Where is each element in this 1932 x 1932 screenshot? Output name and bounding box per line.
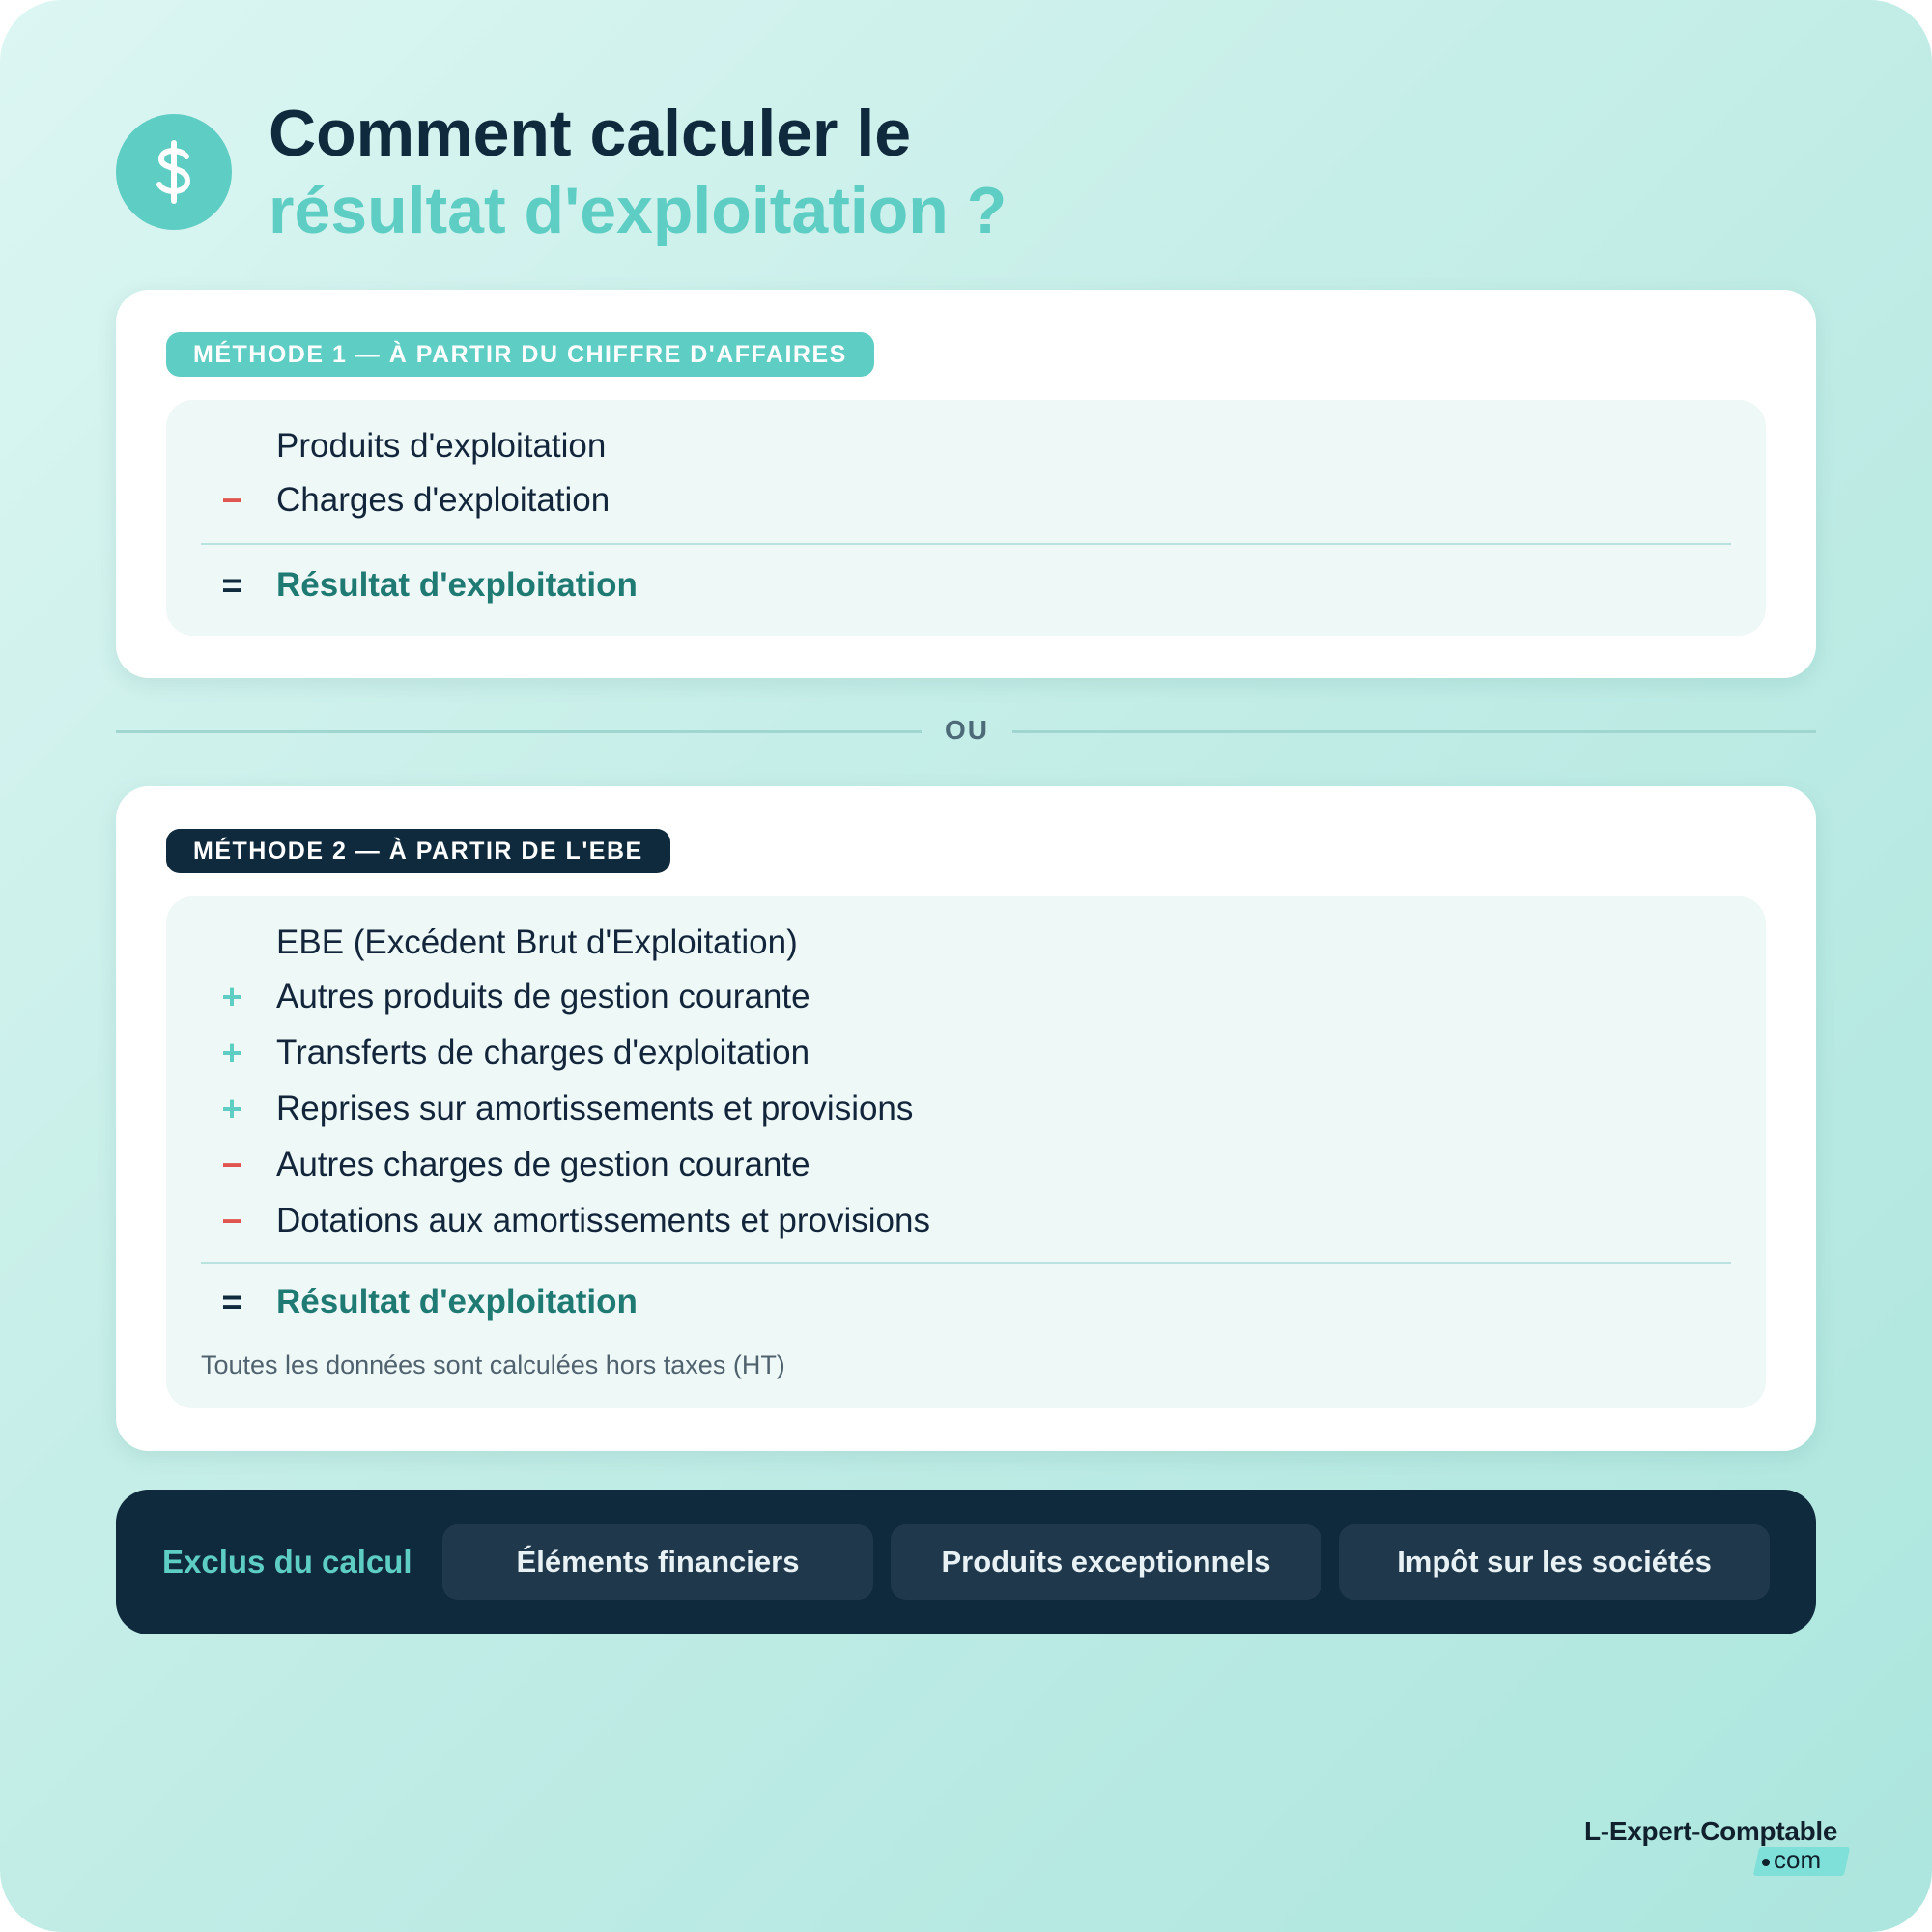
formula-line (201, 1026, 1727, 1080)
method-1-card (116, 290, 1816, 678)
brand-logo (1584, 1812, 1855, 1889)
formula-line (201, 419, 1727, 473)
formula-term: Produits d'exploitation (276, 427, 607, 465)
formula-term: Reprises sur amortissements et provisions (276, 1090, 914, 1127)
separator-rule-right (1012, 730, 1816, 733)
method-2-card (116, 786, 1816, 1451)
formula-term: Dotations aux amortissements et provisions (276, 1202, 930, 1239)
formula-result: Résultat d'exploitation (276, 566, 638, 604)
brand-tld: com (1774, 1845, 1822, 1874)
formula-term: Autres charges de gestion courante (276, 1146, 810, 1183)
brand-name: L-Expert-Comptable (1584, 1816, 1838, 1846)
method-2-badge: MÉTHODE 2 — À PARTIR DE L'EBE (166, 829, 670, 873)
minus-icon: − (221, 480, 242, 520)
separator-rule-left (116, 730, 922, 733)
minus-icon: − (221, 1145, 242, 1184)
excluded-chip: Éléments financiers (442, 1524, 873, 1600)
separator-label: OU (945, 715, 989, 745)
title-line-1: Comment calculer le (269, 97, 912, 170)
method-1-badge: MÉTHODE 1 — À PARTIR DU CHIFFRE D'AFFAIRES (166, 332, 874, 377)
excluded-chip: Produits exceptionnels (891, 1524, 1321, 1600)
plus-icon: + (221, 977, 242, 1016)
excluded-label: Exclus du calcul (162, 1544, 412, 1579)
method-1-formula (166, 400, 1766, 636)
formula-line (201, 1138, 1727, 1192)
equals-icon: = (221, 1282, 242, 1321)
formula-result-line (201, 558, 1727, 612)
minus-icon: − (221, 1201, 242, 1240)
formula-line (201, 1082, 1727, 1136)
brand-dot (1762, 1859, 1770, 1866)
plus-icon: + (221, 1033, 242, 1072)
header (116, 95, 1816, 259)
formula-line (201, 473, 1727, 527)
formula-line (201, 916, 1727, 970)
formula-result: Résultat d'exploitation (276, 1283, 638, 1321)
method-2-formula (166, 896, 1766, 1408)
formula-line (201, 970, 1727, 1024)
formula-term: Charges d'exploitation (276, 481, 611, 519)
excluded-bar (116, 1490, 1816, 1634)
formula-result-line (201, 1275, 1727, 1329)
ht-note: Toutes les données sont calculées hors taxes (HT) (201, 1350, 785, 1379)
plus-icon: + (221, 1089, 242, 1128)
formula-line (201, 1194, 1727, 1248)
dollar-icon (116, 114, 232, 230)
title-line-2: résultat d'exploitation ? (269, 174, 1008, 247)
formula-divider (201, 543, 1731, 545)
formula-term: Autres produits de gestion courante (276, 978, 810, 1015)
formula-term: EBE (Excédent Brut d'Exploitation) (276, 923, 798, 961)
excluded-chip: Impôt sur les sociétés (1339, 1524, 1770, 1600)
formula-divider (201, 1262, 1731, 1264)
formula-term: Transferts de charges d'exploitation (276, 1034, 810, 1071)
equals-icon: = (221, 565, 242, 605)
